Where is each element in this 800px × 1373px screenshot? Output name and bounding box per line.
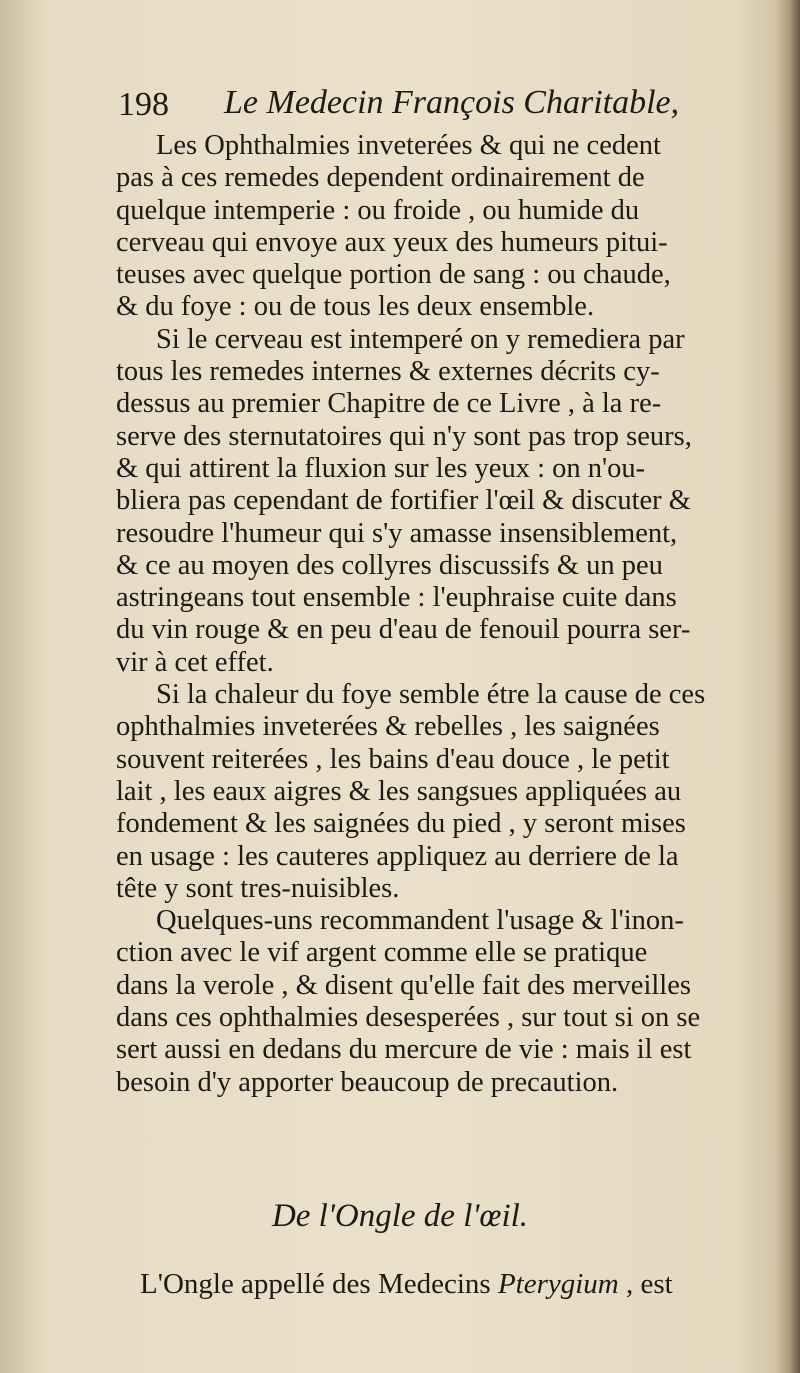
text-line: Les Ophthalmies inveterées & qui ne cedent [156,130,661,161]
text-line: souvent reiterées , les bains d'eau douce , le petit [116,743,670,775]
text-line: serve des sternutatoires qui n'y sont pas trop seurs, [116,420,692,452]
text-line: sert aussi en dedans du mercure de vie : mais il est [116,1034,692,1066]
text-line: teuses avec quelque portion de sang : ou chaude, [116,259,671,291]
text-line: lait , les eaux aigres & les sangsues appliquées au [116,775,682,807]
text-line: bliera pas cependant de fortifier l'œil & discuter & [116,485,691,517]
text-line: & ce au moyen des collyres discussifs & un peu [116,549,663,581]
catchline-term: Pterygium [497,1268,619,1300]
running-title: Le Medecin François Charitable, [224,84,680,121]
paragraph-2 [116,324,764,679]
text-line: fondement & les saignées du pied , y seront mises [116,808,686,840]
text-line: astringeans tout ensemble : l'euphraise cuite dans [116,582,677,614]
paragraph-3 [116,679,764,905]
body-text [116,130,764,1099]
text-line: Si la chaleur du foye semble étre la cause de ces [156,679,706,711]
text-line: Si le cerveau est intemperé on y remediera par [156,323,685,355]
text-line: Quelques-uns recommandent l'usage & l'inon- [156,905,684,937]
text-line: tête y sont tres-nuisibles. [116,872,400,904]
page-gutter-shadow [774,0,800,1373]
text-line: & qui attirent la fluxion sur les yeux : on n'ou- [116,452,646,484]
text-line: besoin d'y apporter beaucoup de precaution. [116,1066,619,1098]
text-line: quelque intemperie : ou froide , ou humide du [116,194,640,226]
text-line: cerveau qui envoye aux yeux des humeurs pitui- [116,226,668,258]
text-line: en usage : les cauteres appliquez au derriere de la [116,840,679,872]
text-line: tous les remedes internes & externes décrits cy- [116,356,660,388]
section-heading: De l'Ongle de l'œil. [271,1198,529,1234]
text-line: du vin rouge & en peu d'eau de fenouil pourra ser- [116,614,691,646]
catchline [140,1268,760,1301]
text-line: pas à ces remedes dependent ordinairement de [116,162,645,194]
text-line: ction avec le vif argent comme elle se pratique [116,937,648,969]
text-line: ophthalmies inveterées & rebelles , les saignées [116,711,660,743]
page-number: 198 [118,86,169,123]
text-line: resoudre l'humeur qui s'y amasse insensiblement, [116,517,678,549]
catchline-text: L'Ongle appellé des Medecins [140,1268,491,1300]
text-line: dessus au premier Chapitre de ce Livre , à la re- [116,388,662,420]
text-line: & du foye : ou de tous les deux ensemble. [116,291,595,323]
catchline-tail: , est [626,1268,673,1300]
text-line: dans la verole , & disent qu'elle fait des merveilles [116,969,691,1001]
paragraph-1 [116,130,764,324]
text-line: dans ces ophthalmies desesperées , sur tout si on se [116,1002,701,1034]
paragraph-4 [116,905,764,1099]
text-line: vir à cet effet. [116,646,274,678]
running-header [118,84,758,134]
